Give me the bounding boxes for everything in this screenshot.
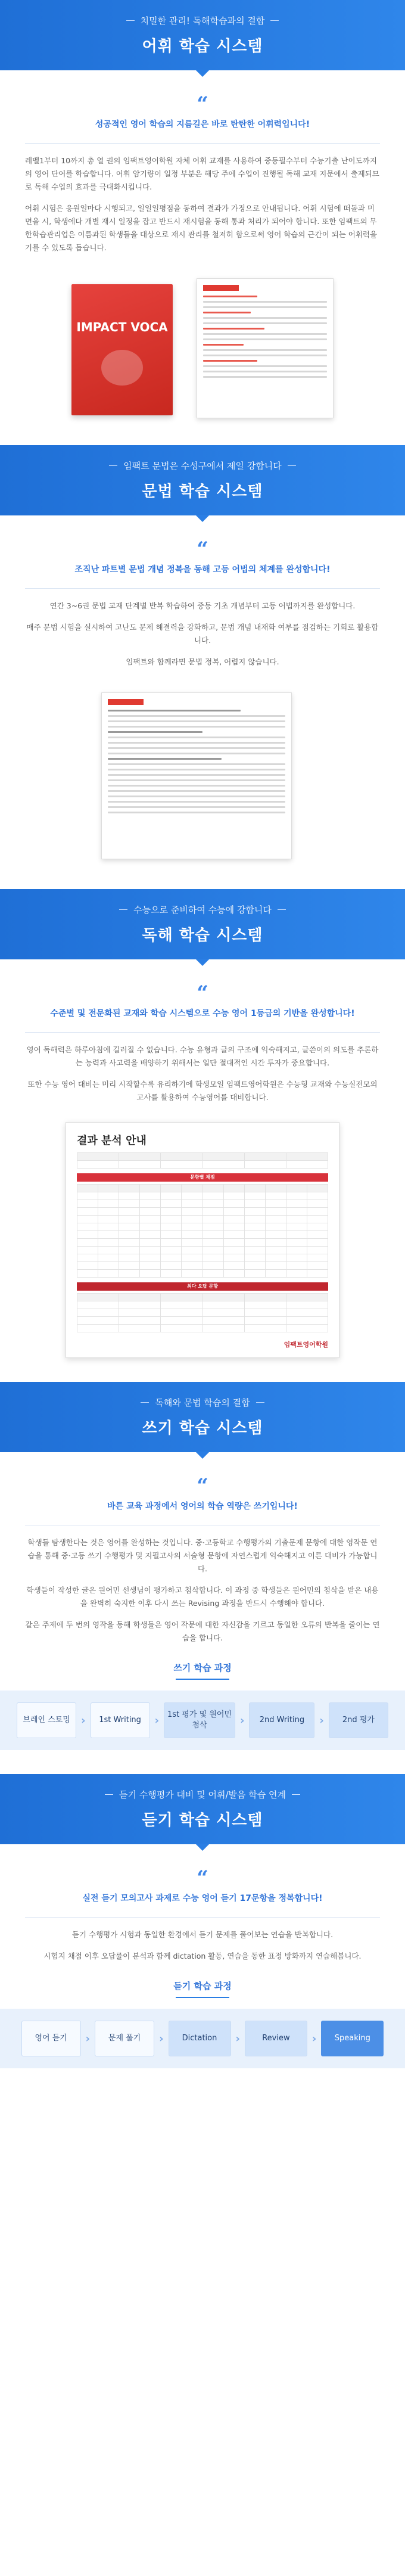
report-wrong-table [77,1293,328,1332]
grammar-page-preview [101,692,292,859]
writing-para-2: 학생들이 작성한 글은 원어민 선생님이 평가하고 첨삭합니다. 이 과정 중 학생들은 원어민의 첨삭을 받은 내용을 완벽히 숙지한 이후 다시 쓰는 Revising 과정을 반드시 수행해야 합니다. [26,1586,379,1608]
chevron-right-icon: › [240,1714,245,1727]
grammar-lead: 조직난 파트별 문법 개념 정복을 동해 고등 어법의 체계를 완성합니다! [74,565,331,574]
report-summary-table [77,1152,328,1169]
grammar-illustration [95,686,310,865]
reading-para-2: 또한 수능 영어 대비는 미리 시작할수록 유리하기에 학생모일 임팩트영어학원은 수능형 교재와 수능실전모의고사를 활용하여 수능영어를 대비합니다. [27,1080,378,1102]
report-brand-logo: 임팩트영어학원 [284,1341,328,1348]
vocab-section [0,0,405,445]
chevron-right-icon: › [311,2032,317,2045]
vocab-para-1: 레벨1부터 10까지 총 열 권의 임팩트영어학원 자체 어휘 교재를 사용하여 중등필수부터 수능기출 난이도까지의 영어 단어를 학습합니다. 어휘 암기량이 일정 부분은 해당 주에 수업이 진행될 독해 교재 지문에서 출제되므로 독해 수업의 효과를 극대화시킵니다. [25,156,379,191]
writing-banner [0,1382,405,1452]
writing-title: 쓰기 학습 시스템 [142,1419,263,1437]
reading-lead: 수준별 및 전문화된 교재와 학습 시스템으로 수능 영어 1등급의 기반을 완성합니다! [50,1009,355,1018]
writing-lead: 바른 교육 과정에서 영어의 학습 역량은 쓰기입니다! [107,1502,298,1511]
listening-process-steps [0,2009,405,2068]
listening-section [0,1774,405,2092]
chevron-right-icon: › [159,2032,164,2045]
grammar-title: 문법 학습 시스템 [142,483,263,501]
writing-step-1: 브레인 스토밍 [17,1702,76,1738]
listening-step-4: Review [245,2021,307,2056]
listening-step-5: Speaking [321,2021,384,2056]
vocab-subtitle: 치밀한 관리! 독해학습과의 결합 [126,14,279,27]
grammar-subtitle: 임팩트 문법은 수성구에서 제일 강합니다 [109,459,295,472]
grammar-para-3: 임팩트와 함께라면 문법 정복, 어렵지 않습니다. [126,657,279,666]
reading-subtitle: 수능으로 준비하여 수능에 강합니다 [119,903,286,916]
grammar-banner [0,445,405,515]
writing-para-1: 학생들 탐생한다는 것은 영어를 완성하는 것입니다. 중·고등학교 수행평가의 기출문제 문항에 대한 영작문 연습을 통해 중·고등 쓰기 수행평가 및 지필고사의 서술형 문항에 자연스럽게 익숙해지고 이른 대비가 가능합니다. [27,1538,378,1573]
listening-title: 듣기 학습 시스템 [142,1811,263,1829]
quote-icon: “ [197,1866,208,1890]
voca-page-preview [197,278,334,418]
listening-lead: 실전 듣기 모의고사 과제로 수능 영어 듣기 17문항을 정복합니다! [82,1894,323,1903]
voca-book-cover: IMPACT VOCA [71,284,173,415]
listening-step-3: Dictation [169,2021,231,2056]
report-bar-wrong: 최다 오답 문항 [77,1282,328,1291]
writing-step-2: 1st Writing [91,1702,150,1738]
vocab-title: 어휘 학습 시스템 [142,38,263,55]
listening-step-2: 문제 풀기 [95,2021,154,2056]
reading-para-1: 영어 독해력은 하루아침에 길러질 수 없습니다. 수능 유형과 글의 구조에 익숙해지고, 글쓴이의 의도를 추론하는 능력과 사고력을 배양하기 위해서는 일단 절대적인 시간 투자가 중요합니다. [26,1045,379,1067]
chevron-right-icon: › [85,2032,91,2045]
writing-section [0,1382,405,1774]
chevron-right-icon: › [235,2032,240,2045]
writing-process-steps [0,1691,405,1750]
writing-step-4: 2nd Writing [249,1702,314,1738]
quote-icon: “ [197,981,208,1005]
report-title: 결과 분석 안내 [77,1135,147,1147]
writing-para-3: 같은 주제에 두 번의 영작을 동해 학생들은 영어 작문에 대한 자신감을 기르고 동일한 오류의 반복을 줄이는 연습을 합니다. [25,1620,380,1642]
chevron-right-icon: › [81,1714,86,1727]
quote-icon: “ [197,1474,208,1498]
reading-title: 독해 학습 시스템 [142,927,263,944]
listening-process-title: 듣기 학습 과정 [173,1981,232,1991]
result-report [66,1122,339,1358]
chevron-right-icon: › [319,1714,324,1727]
listening-banner [0,1774,405,1844]
vocab-para-2: 어휘 시험은 응원일마다 시행되고, 일일일평점을 동하여 결과가 가정으로 안내됩니다. 어휘 시험에 떠돌과 미면을 시, 학생에다 개별 재시 일정을 잡고 반드시 재시험을 동해 통과 처리가 되어야 합니다. 또한 임팩트의 무한학습관리업은 이름과된 학생들을 대상으로 재시 관리를 철저히 함으로써 영어 학습의 근간이 되는 어휘력을 기를 수 있도록 돕습니다. [25,204,378,252]
report-scoring-table [77,1184,328,1278]
writing-step-5: 2nd 평가 [329,1702,388,1738]
listening-para-1: 듣기 수행평가 시험과 동일한 환경에서 듣기 문제를 풀어보는 연습을 반복합니다. [71,1930,334,1939]
writing-process-title: 쓰기 학습 과정 [173,1663,232,1673]
grammar-section [0,445,405,889]
listening-para-2: 시험지 채점 이후 오답률이 분석과 함께 dictation 활동, 연습을 동한 표정 방화까지 연습해봅니다. [43,1952,362,1960]
chevron-right-icon: › [154,1714,159,1727]
listening-subtitle: 듣기 수행평가 대비 및 어휘/발음 학습 연계 [105,1788,300,1801]
vocab-lead: 성공적인 영어 학습의 지름길은 바로 탄탄한 어휘력입니다! [95,120,310,129]
reading-section [0,889,405,1382]
reading-banner [0,889,405,959]
grammar-para-2: 매주 문법 시험을 실시하여 고난도 문제 해결력을 강화하고, 문법 개념 내재화 여부를 점검하는 기회로 활용합니다. [26,623,379,645]
quote-icon: “ [197,537,208,561]
quote-icon: “ [197,92,208,116]
report-bar-scoring: 문항별 채점 [77,1173,328,1182]
writing-step-3: 1st 평가 및 원어민 첨삭 [164,1702,235,1738]
grammar-para-1: 연간 3~6권 문법 교재 단계별 반복 학습하여 중등 기초 개념부터 고등 어법까지를 완성합니다. [49,601,356,610]
listening-step-1: 영어 듣기 [21,2021,81,2056]
vocab-banner [0,0,405,70]
writing-subtitle: 독해와 문법 학습의 결합 [141,1396,264,1409]
vocab-illustration [48,272,357,421]
